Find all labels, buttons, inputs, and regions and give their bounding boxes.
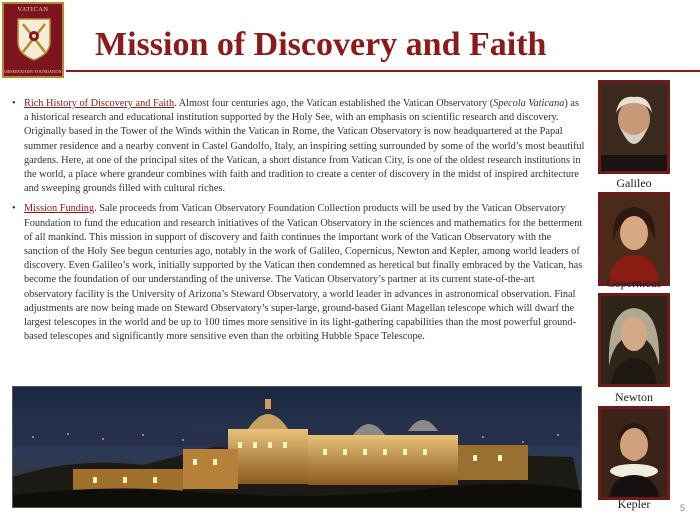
foundation-logo: [2, 2, 64, 78]
galileo-portrait: [598, 80, 670, 174]
history-heading-link[interactable]: Rich History of Discovery and Faith: [24, 98, 175, 109]
bullet-icon: •: [12, 203, 16, 215]
castel-gandolfo-night-photo: [12, 386, 582, 508]
title-divider: [66, 70, 700, 72]
page-number: 5: [680, 503, 686, 513]
kepler-portrait: [598, 406, 670, 500]
copernicus-portrait: [598, 192, 670, 286]
bullet-history: [10, 97, 585, 196]
history-text-post: ) as a historical research and educational institution supported by the Holy See, with an emphasis on scientific research and discovery. Originally based in the Tower of the Winds within the Vatican in Rome, the Vatican Observatory is now headquartered at the Papal summer residence and a nearby convent in Castel Gandolfo, Italy, an inspiring setting surrounded by some of the world’s most beautiful gardens. Here, at one of the principal sites of the Vatican, a short distance from Vatican City, is one of the oldest research institutions in the world, a place where grandeur combines with faith and tradition to create a center of discovery in the midst of inspired architecture and sweeping grounds filled with cultural riches.: [24, 98, 585, 195]
body-content: [10, 97, 585, 350]
history-text-pre: . Almost four centuries ago, the Vatican established the Vatican Observatory (: [174, 98, 494, 109]
logo-top-text: VATICAN: [17, 6, 49, 13]
copernicus-label: Copernicus: [606, 276, 662, 290]
funding-heading-link[interactable]: Mission Funding: [24, 203, 95, 215]
newton-portrait: [598, 293, 670, 387]
bullet-funding: [10, 202, 585, 344]
funding-text: . Sale proceeds from Vatican Observatory Foundation Collection products will be used by the Vatican Observatory Foundation to fund the education and research initiatives of the Vatican Observatory in the sciences and mathematics for the betterment of all mankind. This mission in support of discovery and faith continues the important work of the Vatican Observatory with the sanction of the Holy See begun centuries ago, notably in the work of Galileo, Copernicus, Newton and Kepler, among world leaders of discovery. Even Galileo’s work, initially supported by the Vatican then condemned as heretical but finally embraced by the Vatican, has become the foundation of our understanding of the universe. The Vatican Observatory’s partner at its current state-of-the-art observatory facility is the University of Arizona’s Steward Observatory, a world leader in advances in astronomical observation. Final adjustments are now being made on Steward Observatory’s super-large, ground-based Giant Magellan telescope which will dwarf the largest telescopes in the world and be up to 100 times more sensitive in its light-gathering capabilities than the most powerful ground-based telescopes and significantly more sensitive even than the orbiting Hubble Space Telescope.: [24, 203, 583, 343]
newton-label: Newton: [615, 390, 653, 404]
history-italic-term: Specola Vaticana: [493, 98, 565, 109]
crest-icon: [13, 16, 55, 62]
logo-bottom-text: OBSERVATORY FOUNDATION: [4, 69, 62, 74]
page-title: Mission of Discovery and Faith: [95, 26, 547, 63]
kepler-label: Kepler: [617, 497, 651, 511]
galileo-label: Galileo: [616, 176, 652, 190]
bullet-icon: •: [12, 98, 16, 109]
